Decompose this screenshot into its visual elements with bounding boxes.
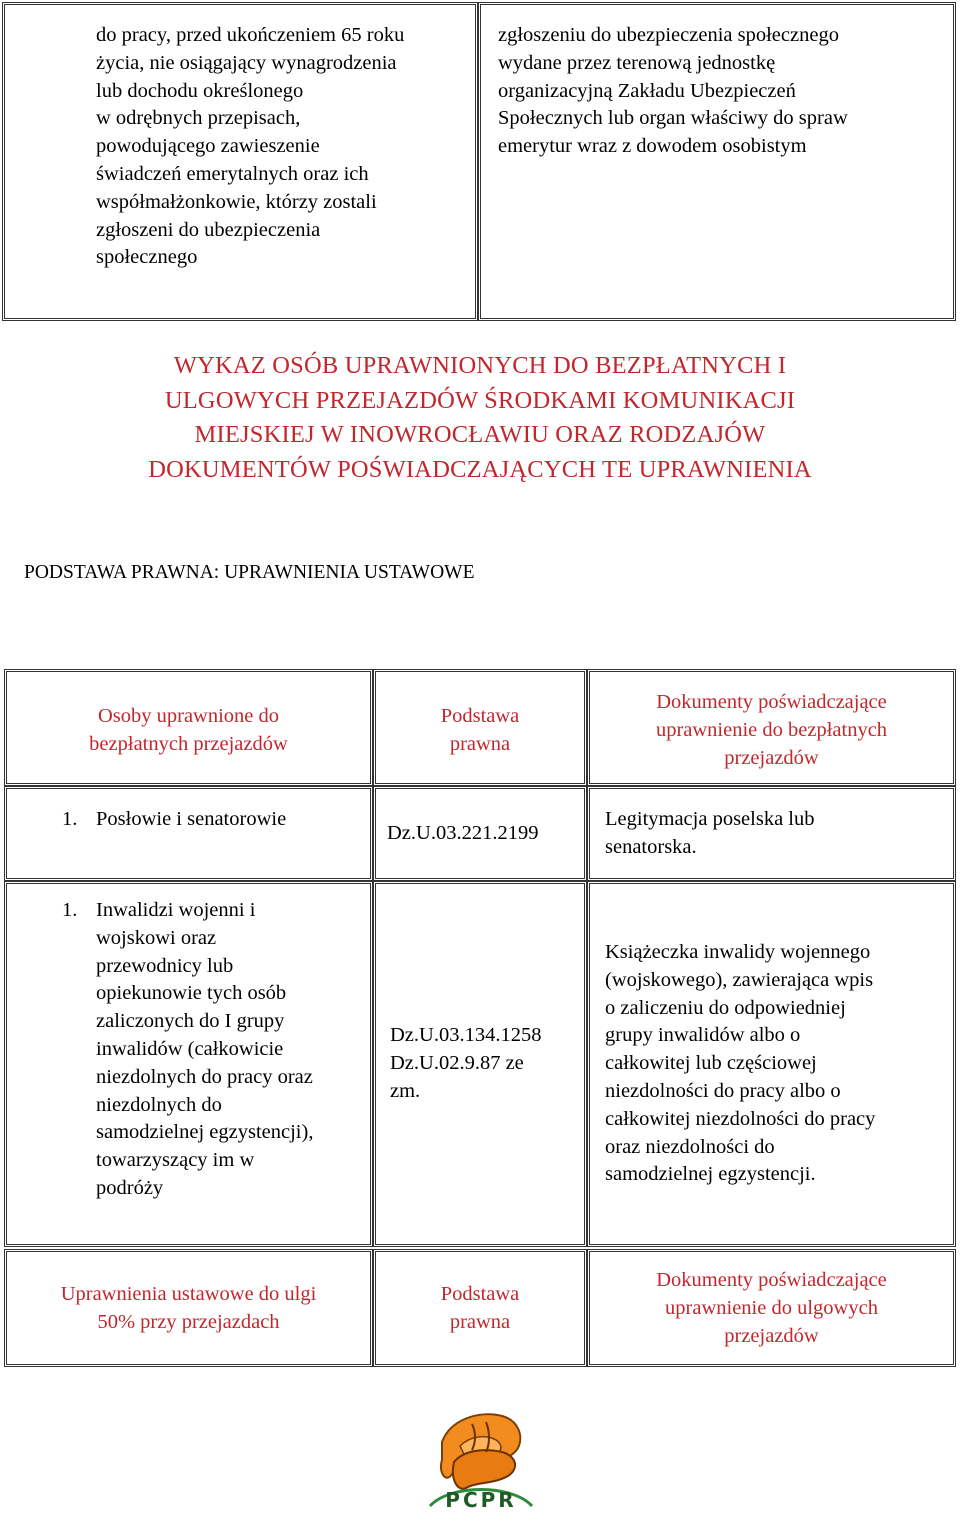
free-row1-persons: Posłowie i senatorowie [96,808,287,830]
top-left-text: do pracy, przed ukończeniem 65 roku życia, nie osiągający wynagrodzenia lub dochodu określonego w odrębnych przepisach, powodującego zawieszenie świadczeń emerytalnych oraz ich współmałżonkowie, którzy zostali zgłoszeni do ubezpieczenia społecznego [96,24,405,269]
page-title: WYKAZ OSÓB UPRAWNIONYCH DO BEZPŁATNYCH I ULGOWYCH PRZEJAZDÓW ŚRODKAMI KOMUNIKACJI MIEJSKIEJ W INOWROCŁAWIU ORAZ RODZAJÓW DOKUMENTÓW POŚWIADCZAJĄCYCH TE UPRAWNIENIA [148,352,812,483]
legal-basis: PODSTAWA PRAWNA: UPRAWNIENIA USTAWOWE [24,562,475,583]
pcpr-logo [420,1402,542,1518]
free-row1-documents: Legitymacja poselska lub senatorska. [605,808,815,858]
free-header-documents-label: Dokumenty poświadczające uprawnienie do bezpłatnych przejazdów [655,691,888,769]
free-row1-basis: Dz.U.03.221.2199 [387,822,539,844]
discount-header-documents-label: Dokumenty poświadczające uprawnienie do ulgowych przejazdów [656,1269,887,1347]
free-header-persons-label: Osoby uprawnione do bezpłatnych przejazdów [89,705,288,755]
pcpr-logo-text: PCPR [445,1488,517,1512]
free-header-basis-label: Podstawa prawna [440,705,520,755]
discount-header-persons-label: Uprawnienia ustawowe do ulgi 50% przy przejazdach [60,1283,317,1333]
discount-header-basis-label: Podstawa prawna [440,1283,520,1333]
free-row2-persons: Inwalidzi wojenni i wojskowi oraz przewodnicy lub opiekunowie tych osób zaliczonych do I grupy inwalidów (całkowicie niezdolnych do pracy oraz niezdolnych do samodzielnej egzystencji), towarzyszący im w podróży [96,899,314,1199]
free-row2-basis: Dz.U.03.134.1258 Dz.U.02.9.87 ze zm. [390,1024,542,1102]
free-row2-documents: Książeczka inwalidy wojennego (wojskowego), zawierająca wpis o zaliczeniu do odpowiedniej grupy inwalidów albo o całkowitej lub częściowej niezdolności do pracy albo o całkowitej niezdolności do pracy oraz niezdolności do samodzielnej egzystencji. [605,941,876,1186]
free-row2-number: 1. [62,899,78,921]
top-right-text: zgłoszeniu do ubezpieczenia społecznego wydane przez terenową jednostkę organizacyjną Zakładu Ubezpieczeń Społecznych lub organ właściwy do spraw emerytur wraz z dowodem osobistym [498,24,848,158]
free-row1-number: 1. [62,808,78,830]
